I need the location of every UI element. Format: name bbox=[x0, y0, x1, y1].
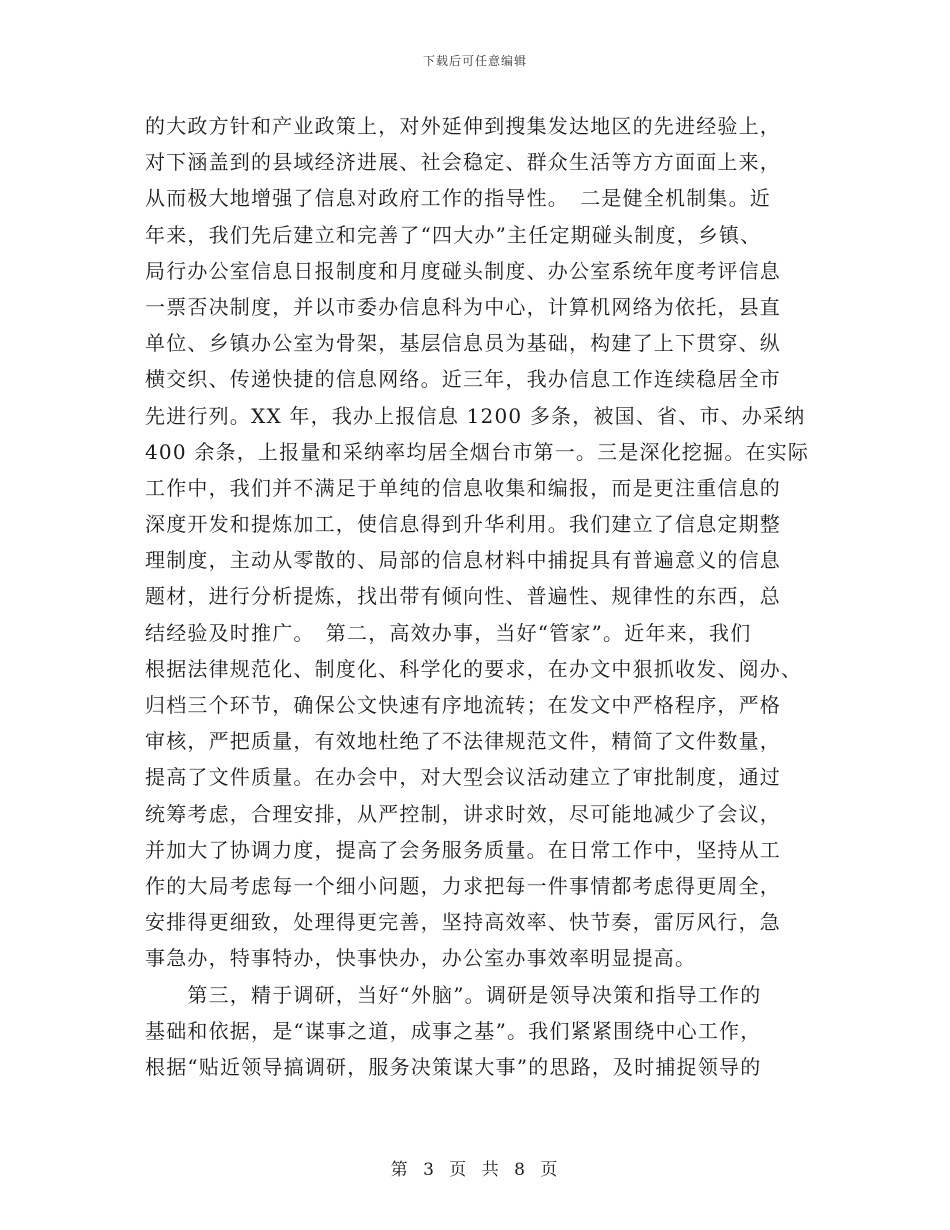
text-line: 先进行列。XX 年，我办上报信息 1200 多条，被国、省、市、办采纳 bbox=[145, 403, 806, 428]
text-line: 归档三个环节，确保公文快速有序地流转；在发文中严格程序，严格 bbox=[145, 693, 781, 717]
text-line: 单位、乡镇办公室为骨架，基层信息员为基础，构建了上下贯穿、纵 bbox=[145, 331, 781, 356]
text-line: 横交织、传递快捷的信息网络。近三年，我办信息工作连续稳居全市 bbox=[145, 367, 781, 392]
document-body bbox=[145, 108, 810, 1085]
text-line: 的大政方针和产业政策上，对外延伸到搜集发达地区的先进经验上， bbox=[145, 114, 781, 138]
text-line: 工作中，我们并不满足于单纯的信息收集和编报，而是更注重信息的 bbox=[145, 475, 781, 500]
text-line: 400 余条，上报量和采纳率均居全烟台市第一。三是深化挖掘。在实际 bbox=[145, 439, 810, 464]
text-line: 题材，进行分析提炼，找出带有倾向性、普遍性、规律性的东西，总 bbox=[145, 584, 781, 609]
text-line: 根据“贴近领导搞调研，服务决策谋大事”的思路，及时捕捉领导的 bbox=[145, 1054, 762, 1079]
page-footer: 第 3 页 共 8 页 bbox=[390, 1160, 560, 1180]
text-line: 局行办公室信息日报制度和月度碰头制度、办公室系统年度考评信息 bbox=[145, 258, 781, 283]
text-line: 结经验及时推广。 第二，高效办事，当好“管家”。近年来，我们 bbox=[145, 620, 752, 645]
text-line: 作的大局考虑每一个细小问题，力求把每一件事情都考虑得更周全， bbox=[145, 873, 781, 898]
text-line: 对下涵盖到的县域经济进展、社会稳定、群众生活等方方面面上来， bbox=[145, 150, 781, 175]
text-line: 事急办，特事特办，快事快办，办公室办事效率明显提高。 bbox=[145, 946, 697, 971]
text-line: 审核，严把质量，有效地杜绝了不法律规范文件，精简了文件数量， bbox=[145, 729, 781, 754]
page-header: 下载后可任意编辑 bbox=[422, 54, 527, 68]
text-line: 深度开发和提炼加工，使信息得到升华利用。我们建立了信息定期整 bbox=[145, 512, 781, 537]
text-line: 理制度，主动从零散的、局部的信息材料中捕捉具有普遍意义的信息 bbox=[145, 548, 781, 573]
text-line: 基础和依据，是“谋事之道，成事之基”。我们紧紧围绕中心工作， bbox=[145, 1018, 762, 1043]
text-line: 统筹考虑，合理安排，从严控制，讲求时效，尽可能地减少了会议， bbox=[145, 801, 781, 826]
text-line: 并加大了协调力度，提高了会务服务质量。在日常工作中，坚持从工 bbox=[145, 837, 781, 862]
text-line: 年来，我们先后建立和完善了“四大办”主任定期碰头制度，乡镇、 bbox=[145, 222, 762, 247]
text-line: 从而极大地增强了信息对政府工作的指导性。 二是健全机制集。近 bbox=[145, 186, 771, 211]
text-line: 一票否决制度，并以市委办信息科为中心，计算机网络为依托，县直 bbox=[145, 294, 781, 319]
text-line: 安排得更细致，处理得更完善，坚持高效率、快节奏，雷厉风行，急 bbox=[145, 910, 781, 935]
text-line: 提高了文件质量。在办会中，对大型会议活动建立了审批制度，通过 bbox=[145, 765, 781, 790]
text-line: 第三，精于调研，当好“外脑”。调研是领导决策和指导工作的 bbox=[145, 982, 762, 1007]
text-line: 根据法律规范化、制度化、科学化的要求，在办文中狠抓收发、阅办、 bbox=[145, 656, 803, 681]
